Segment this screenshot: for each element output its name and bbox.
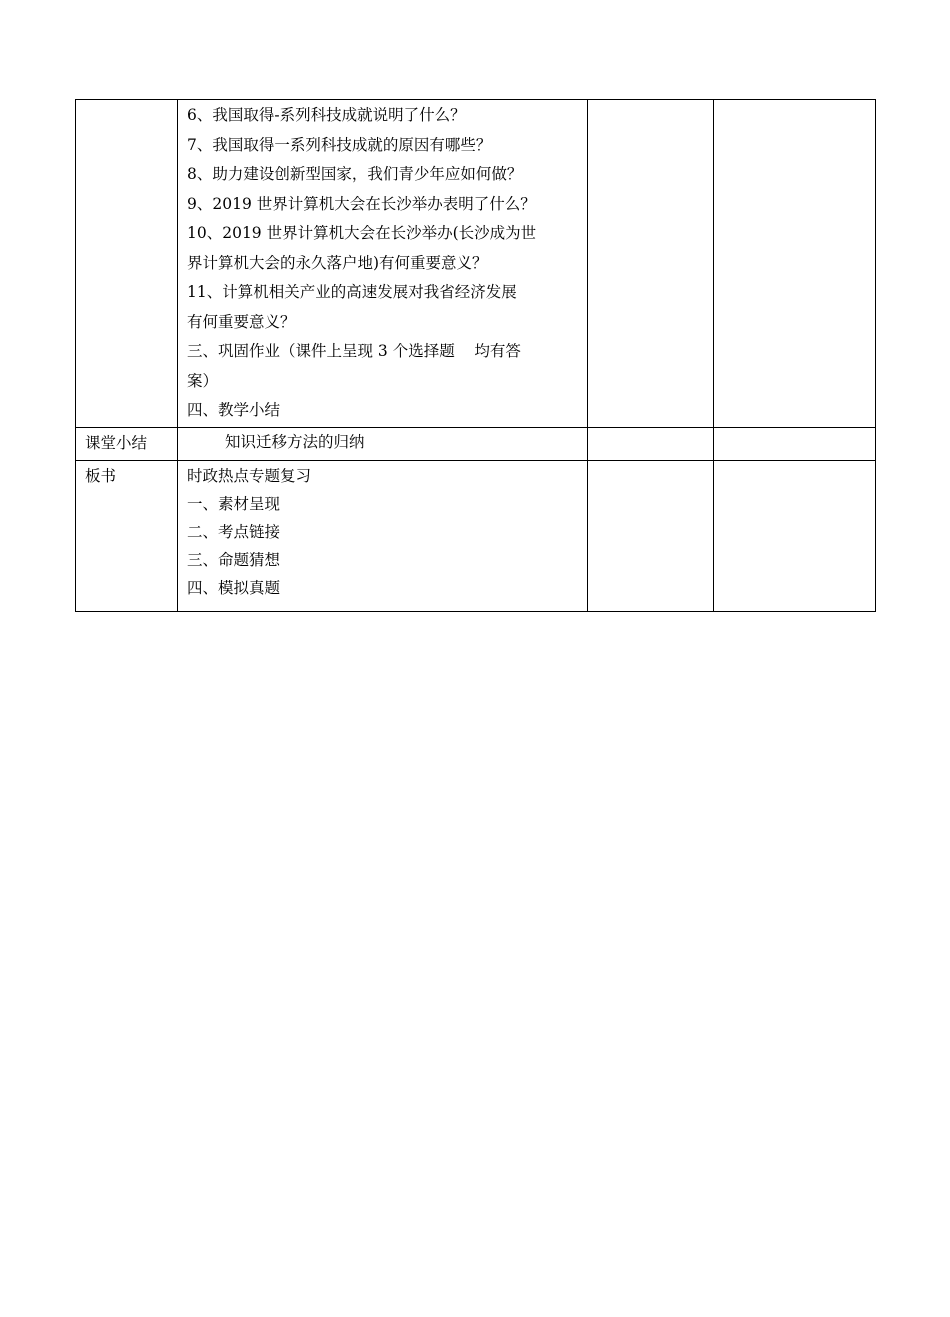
board-line: 一、素材呈现 [187,494,281,513]
process-line: 有何重要意义？ [187,312,296,331]
lesson-plan-table [75,99,876,612]
table-row-process [76,100,876,428]
summary-content-cell [178,427,588,460]
process-line: 三、巩固作业（课件上呈现 3 个选择题 均有答 [187,342,521,360]
summary-notes-cell [588,427,714,460]
summary-content: 知识迁移方法的归纳 [225,432,365,451]
board-notes-cell [588,460,714,611]
board-line: 三、命题猜想 [187,550,281,569]
board-label: 板书 [76,460,178,611]
process-content-cell [178,100,588,428]
board-line: 二、考点链接 [187,522,281,541]
board-remarks-cell [714,460,876,611]
process-line: 四、教学小结 [187,401,281,419]
summary-label: 课堂小结 [76,427,178,460]
board-line: 时政热点专题复习 [187,466,312,485]
process-line: 8、助力建设创新型国家，我们青少年应如何做？ [187,165,523,183]
process-line: 界计算机大会的永久落户地)有何重要意义？ [187,253,488,272]
summary-remarks-cell [714,427,876,460]
board-content-cell [178,460,588,611]
process-line: 9、2019 世界计算机大会在长沙举办表明了什么？ [187,194,536,213]
board-line: 四、模拟真题 [187,578,281,597]
process-label-cell [76,100,178,428]
process-line: 10、2019 世界计算机大会在长沙举办(长沙成为世 [187,224,537,242]
process-line: 案） [187,371,219,390]
table-row-board [76,460,876,611]
process-line: 7、我国取得一系列科技成就的原因有哪些？ [187,135,492,154]
process-notes-cell [588,100,714,428]
table-row-summary [76,427,876,460]
process-line: 6、我国取得-系列科技成就说明了什么？ [187,106,466,124]
process-line: 11、计算机相关产业的高速发展对我省经济发展 [187,283,517,301]
process-remarks-cell [714,100,876,428]
